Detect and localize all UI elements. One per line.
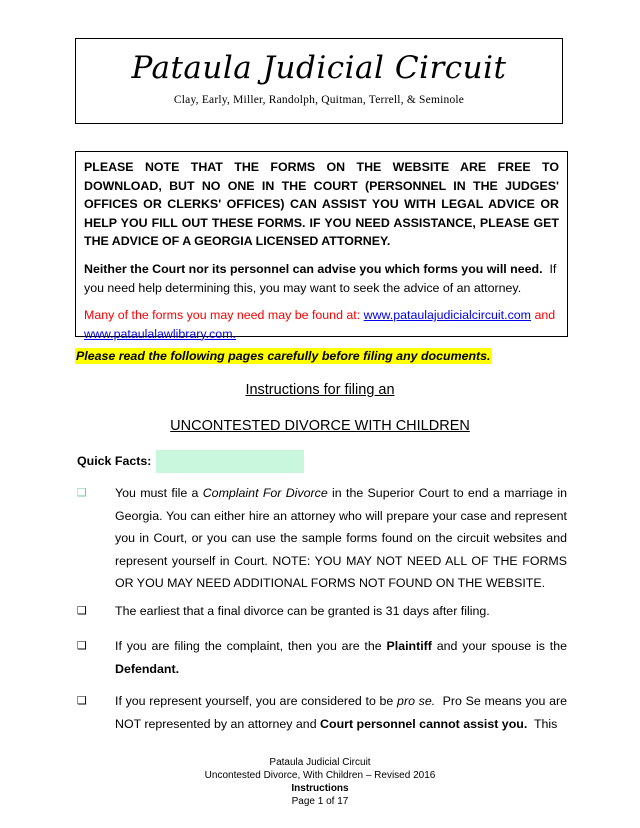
circuit-header-box [75,38,563,124]
pro-se-text: pro se. [397,694,436,708]
legal-advice-warning: PLEASE NOTE THAT THE FORMS ON THE WEBSITE ARE FREE TO DOWNLOAD, BUT NO ONE IN THE COURT (PERSONNEL IN THE JUDGES' OFFICES OR CLERKS' OFFICES) CAN ASSIST YOU WITH LEGAL ADVICE OR HELP YOU FILL OUT THESE FORMS. IF YOU NEED ASSISTANCE, PLEASE GET THE ADVICE OF A GEORGIA LICENSED ATTORNEY. [84,160,559,249]
read-carefully-note: Please read the following pages carefully before filing any documents. [76,349,491,363]
bullet-text-part: and your spouse is the [436,639,567,653]
bullet-text: The earliest that a final divorce can be granted is 31 days after filing. [115,604,490,618]
checkbox-icon: ❑ [77,694,87,707]
list-item [77,482,567,595]
bullet-text-part: in the Superior Court to end a marriage in Georgia. You can either hire an attorney who will prepare your case and represent you in Court, or you can use the sample forms found on the circuit websites and represent yourself in Court. NOTE: YOU MAY NOT NEED ALL OF THE FORMS OR YOU MAY NEED ADDITIONAL FORMS NOT FOUND ON THE WEBSITE. [115,486,567,591]
counties-list: Clay, Early, Miller, Randolph, Quitman, Terrell, & Seminole [173,94,465,106]
page-footer [0,756,640,808]
footer-section [0,782,640,795]
checkbox-icon: ❑ [77,486,87,499]
bullet-text-part: If you represent yourself, you are considered to be [115,694,394,708]
plaintiff-text: Plaintiff [386,639,432,653]
instructions-subtitle-text: UNCONTESTED DIVORCE WITH CHILDREN [170,418,470,434]
instructions-title [0,382,640,398]
advise-rest-text: If you need help determining this, you may want to seek the advice of an attorney. [84,261,557,295]
footer-section-text: Instructions [291,783,349,794]
list-item [77,690,567,735]
instructions-subtitle [0,418,640,434]
footer-document: Uncontested Divorce, With Children – Revised 2016 [204,770,436,781]
advise-bold-text: Neither the Court nor its personnel can advise you which forms you will need. [84,261,543,276]
defendant-text: Defendant. [115,661,180,676]
forms-advice-paragraph [84,260,559,297]
bullet-text-part: If you are filing the complaint, then you are the [115,639,382,653]
court-personnel-warning: Court personnel cannot assist you. [320,716,528,731]
notice-box [75,151,568,341]
footer-circuit: Pataula Judicial Circuit [269,757,371,768]
checkbox-icon: ❑ [77,639,87,652]
page-number: Page 1 of 17 [291,796,349,807]
complaint-for-divorce-text: Complaint For Divorce [202,486,328,500]
list-item [77,600,567,623]
list-item [77,635,567,680]
bullet-text [115,690,567,735]
bullet-text-part: This [533,716,558,731]
circuit-website-link[interactable]: www.pataulajudicialcircuit.com [363,308,531,323]
forms-location-text: Many of the forms you may need may be found at: [84,308,361,323]
circuit-title: Pataula Judicial Circuit [131,50,507,86]
and-text: and [534,308,556,323]
bullet-text-part: You must file a [115,486,199,500]
bullet-text-part: Pro Se means you are NOT represented by an attorney and [115,694,567,731]
bullet-text [115,635,567,680]
bullet-text [115,482,567,595]
checkbox-icon: ❑ [77,604,87,617]
law-library-link[interactable]: www.pataulalawlibrary.com. [84,326,236,341]
quick-facts-label: Quick Facts: [77,454,152,468]
quick-facts-field[interactable] [156,450,304,473]
instructions-title-text: Instructions for filing an [245,382,395,398]
forms-location-paragraph [84,306,559,343]
